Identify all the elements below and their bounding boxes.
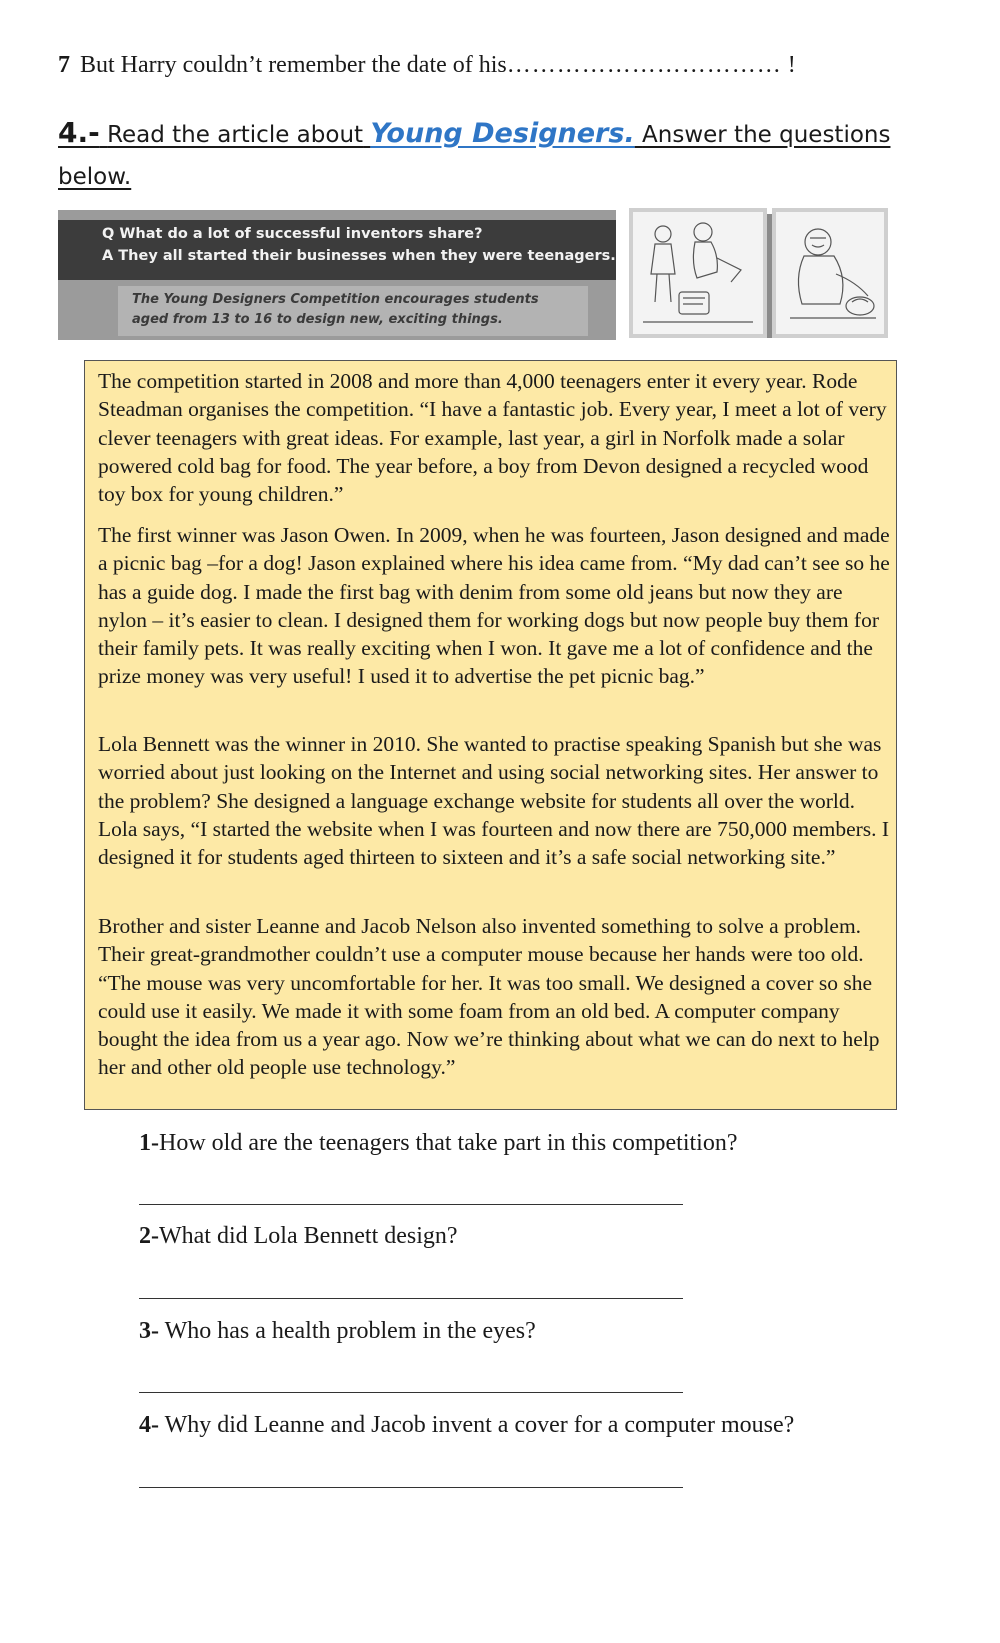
answer-line-4[interactable] bbox=[139, 1487, 683, 1488]
question-text: What did Lola Bennett design? bbox=[159, 1223, 458, 1249]
section-number: 4.- bbox=[58, 116, 100, 149]
item-number: 7 bbox=[58, 52, 70, 78]
question-text: Why did Leanne and Jacob invent a cover for a computer mouse? bbox=[159, 1412, 795, 1438]
heading-post: Answer the questions bbox=[642, 122, 891, 148]
question-number: 1- bbox=[139, 1130, 159, 1156]
item-text: But Harry couldn’t remember the date of his bbox=[80, 52, 507, 78]
question-text: How old are the teenagers that take part in this competition? bbox=[159, 1130, 738, 1156]
heading-post-2: below. bbox=[58, 164, 132, 190]
banner-subtitle-line-1: The Young Designers Competition encourages students bbox=[132, 292, 539, 307]
exercise-item-7 bbox=[58, 52, 796, 79]
item-end: ! bbox=[787, 52, 796, 78]
article-title: Young Designers. bbox=[370, 118, 635, 149]
banner-subtitle-line-2: aged from 13 to 16 to design new, exciting things. bbox=[132, 312, 503, 327]
question-number: 4- bbox=[139, 1412, 159, 1438]
banner-answer: A They all started their businesses when they were teenagers. bbox=[102, 248, 616, 264]
answer-line-1[interactable] bbox=[139, 1204, 683, 1205]
question-number: 3- bbox=[139, 1318, 159, 1344]
blank-dots: …………………………… bbox=[506, 52, 782, 78]
sketch-inventors-icon bbox=[629, 208, 767, 338]
article-box bbox=[84, 360, 897, 1110]
article-paragraph: Brother and sister Leanne and Jacob Nelson also invented something to solve a problem. Their great-grandmother couldn’t use a computer mouse because her hands were too old. “The mouse was very uncomfortable for her. It was too small. We designed a cover so she could use it easily. We made it with some foam from an old bed. A computer company bought the idea from us a year ago. Now we’re thinking about what we can do next to help her and other old people use technology.” bbox=[98, 914, 880, 1080]
question-text: Who has a health problem in the eyes? bbox=[159, 1318, 536, 1344]
answer-line-3[interactable] bbox=[139, 1392, 683, 1393]
answer-line-2[interactable] bbox=[139, 1298, 683, 1299]
question-number: 2- bbox=[139, 1223, 159, 1249]
banner-question: Q What do a lot of successful inventors share? bbox=[102, 226, 483, 242]
article-banner bbox=[58, 210, 616, 340]
question-3 bbox=[139, 1318, 536, 1345]
question-4 bbox=[139, 1412, 794, 1439]
heading-pre: Read the article about bbox=[107, 122, 364, 148]
article-paragraph: The competition started in 2008 and more than 4,000 teenagers enter it every year. Rode Steadman organises the competition. “I have a fantastic job. Every year, I meet a lot of very clever teenagers with great ideas. For example, last year, a girl in Norfolk made a solar powered cold bag for food. The year before, a boy from Devon designed a recycled wood toy box for young children.” bbox=[98, 369, 887, 507]
section-heading bbox=[58, 112, 958, 198]
question-2 bbox=[139, 1223, 458, 1250]
question-1 bbox=[139, 1130, 737, 1157]
article-paragraph: The first winner was Jason Owen. In 2009, when he was fourteen, Jason designed and made a picnic bag –for a dog! Jason explained where his idea came from. “My dad can’t see so he has a guide dog. I made the first bag with denim from some old jeans but now they are nylon – it’s easier to clean. I designed them for working dogs but now people buy them for their family pets. It was really exciting when I won. It gave me a lot of confidence and the prize money was very useful! I used it to advertise the pet picnic bag.” bbox=[98, 523, 890, 689]
article-paragraph: Lola Bennett was the winner in 2010. She wanted to practise speaking Spanish but she was worried about just looking on the Internet and using social networking sites. Her answer to the problem? She designed a language exchange website for students all over the world. Lola says, “I started the website when I was fourteen and now there are 750,000 members. I designed it for students aged thirteen to sixteen and it’s a safe social networking site.” bbox=[98, 732, 890, 870]
sketch-mouse-cover-icon bbox=[772, 208, 888, 338]
